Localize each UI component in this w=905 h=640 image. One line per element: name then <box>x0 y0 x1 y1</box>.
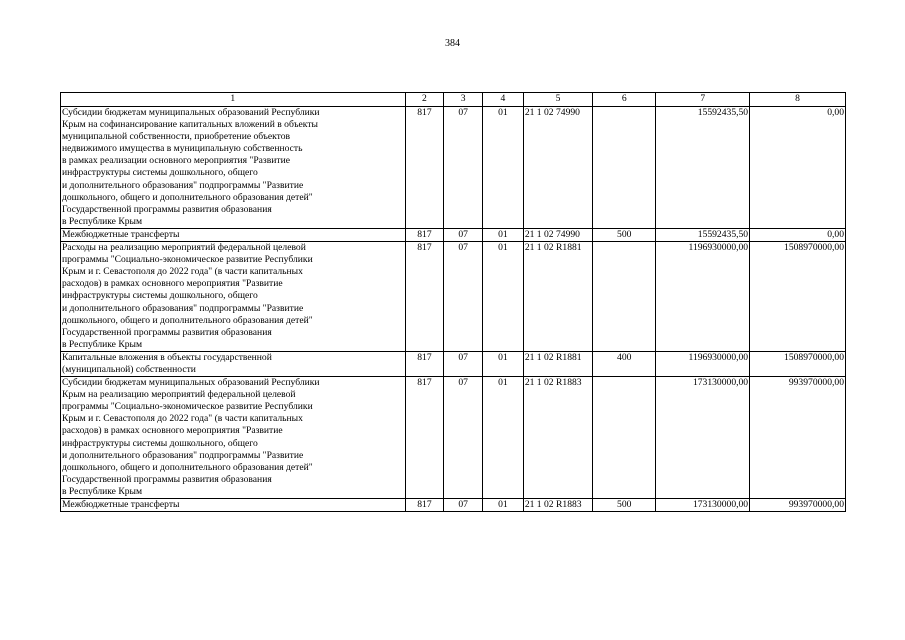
vr-cell <box>593 377 656 499</box>
column-header: 7 <box>656 93 750 107</box>
sum-year2-cell: 1508970000,00 <box>750 351 846 376</box>
sum-year2-cell: 993970000,00 <box>750 377 846 499</box>
sum-year2-cell: 0,00 <box>750 228 846 241</box>
row-name: Субсидии бюджетам муниципальных образований Республики Крым на софинансирование капитальных вложений в объекты муниципальной собственности, приобретение объектов недвижимого имущества в муниципальную собственность в рамках реализации основного мероприятия "Развитие инфраструктуры системы дошкольного, общего и дополнительного образования" подпрограммы "Развитие дошкольного, общего и дополнительного образования детей" Государственной программы развития образования в Республике Крым <box>61 107 406 229</box>
page-number: 384 <box>445 38 460 49</box>
column-header: 2 <box>405 93 444 107</box>
sum-year1-cell: 1196930000,00 <box>656 242 750 352</box>
column-header: 3 <box>444 93 483 107</box>
row-name: Межбюджетные трансферты <box>61 499 406 512</box>
sum-year1-cell: 173130000,00 <box>656 377 750 499</box>
rz-cell: 07 <box>444 107 483 229</box>
row-name: Капитальные вложения в объекты государственной (муниципальной) собственности <box>61 351 406 376</box>
rz-cell: 07 <box>444 228 483 241</box>
sum-year1-cell: 173130000,00 <box>656 499 750 512</box>
table-row <box>61 242 846 352</box>
grbs-cell: 817 <box>405 351 444 376</box>
vr-cell <box>593 242 656 352</box>
grbs-cell: 817 <box>405 499 444 512</box>
sum-year2-cell: 0,00 <box>750 107 846 229</box>
csr-cell: 21 1 02 74990 <box>523 228 592 241</box>
csr-cell: 21 1 02 R1881 <box>523 351 592 376</box>
budget-table <box>60 92 846 512</box>
table-row <box>61 107 846 229</box>
rz-cell: 07 <box>444 499 483 512</box>
csr-cell: 21 1 02 R1883 <box>523 377 592 499</box>
row-name: Субсидии бюджетам муниципальных образований Республики Крым на реализацию мероприятий федеральной целевой программы "Социально-экономическое развитие Республики Крым и г. Севастополя до 2022 года" (в части капитальных расходов) в рамках основного мероприятия "Развитие инфраструктуры системы дошкольного, общего и дополнительного образования" подпрограммы "Развитие дошкольного, общего и дополнительного образования детей" Государственной программы развития образования в Республике Крым <box>61 377 406 499</box>
table-row <box>61 377 846 499</box>
column-header: 1 <box>61 93 406 107</box>
vr-cell <box>593 107 656 229</box>
rz-cell: 07 <box>444 242 483 352</box>
header-row <box>61 93 846 107</box>
table-row <box>61 351 846 376</box>
vr-cell: 500 <box>593 499 656 512</box>
sum-year2-cell: 1508970000,00 <box>750 242 846 352</box>
pr-cell: 01 <box>483 499 524 512</box>
row-name: Расходы на реализацию мероприятий федеральной целевой программы "Социально-экономическое развитие Республики Крым и г. Севастополя до 2022 года" (в части капитальных расходов) в рамках основного мероприятия "Развитие инфраструктуры системы дошкольного, общего и дополнительного образования" подпрограммы "Развитие дошкольного, общего и дополнительного образования детей" Государственной программы развития образования в Республике Крым <box>61 242 406 352</box>
pr-cell: 01 <box>483 107 524 229</box>
table-row <box>61 499 846 512</box>
sum-year1-cell: 1196930000,00 <box>656 351 750 376</box>
rz-cell: 07 <box>444 351 483 376</box>
grbs-cell: 817 <box>405 377 444 499</box>
column-header: 6 <box>593 93 656 107</box>
csr-cell: 21 1 02 R1881 <box>523 242 592 352</box>
row-name: Межбюджетные трансферты <box>61 228 406 241</box>
rz-cell: 07 <box>444 377 483 499</box>
grbs-cell: 817 <box>405 242 444 352</box>
column-header: 5 <box>523 93 592 107</box>
csr-cell: 21 1 02 R1883 <box>523 499 592 512</box>
table-row <box>61 228 846 241</box>
vr-cell: 500 <box>593 228 656 241</box>
grbs-cell: 817 <box>405 107 444 229</box>
column-header: 8 <box>750 93 846 107</box>
sum-year2-cell: 993970000,00 <box>750 499 846 512</box>
grbs-cell: 817 <box>405 228 444 241</box>
pr-cell: 01 <box>483 242 524 352</box>
pr-cell: 01 <box>483 377 524 499</box>
sum-year1-cell: 15592435,50 <box>656 107 750 229</box>
pr-cell: 01 <box>483 228 524 241</box>
pr-cell: 01 <box>483 351 524 376</box>
csr-cell: 21 1 02 74990 <box>523 107 592 229</box>
column-header: 4 <box>483 93 524 107</box>
sum-year1-cell: 15592435,50 <box>656 228 750 241</box>
vr-cell: 400 <box>593 351 656 376</box>
